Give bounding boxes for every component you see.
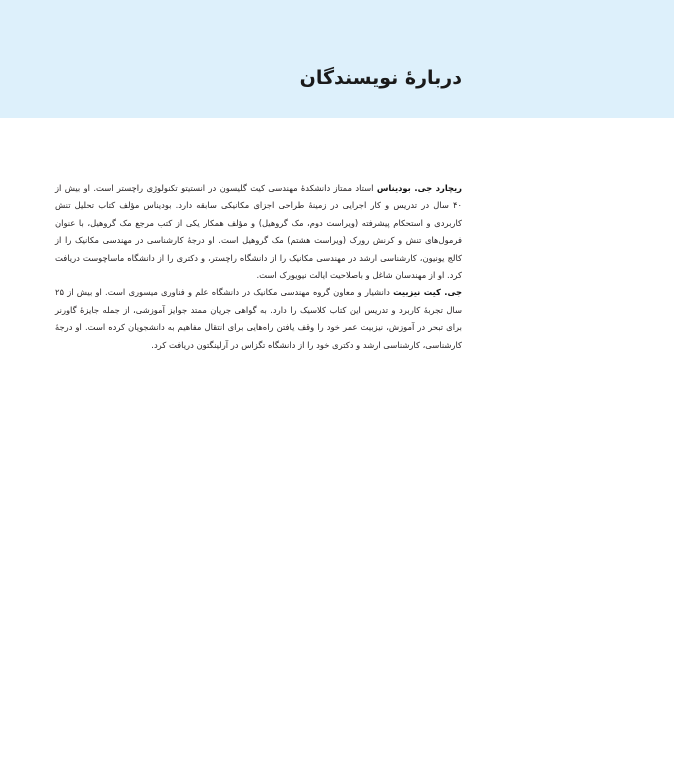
header-band xyxy=(0,0,674,118)
author-name: ریچارد جی. بودیناس xyxy=(376,183,462,193)
author-name: جی. کیت نیزبیت xyxy=(393,287,462,298)
page-title: دربارهٔ نویسندگان xyxy=(299,67,462,89)
author-bio-budynas xyxy=(55,180,462,284)
author-bio-text: استاد ممتاز دانشکدهٔ مهندسی کیت گلیسون در انستیتو تکنولوژی راچستر است. او بیش از ۴۰ سال در تدریس و کار اجرایی در زمینهٔ طراحی اجزای مکانیکی سابقه دارد. بودیناس مؤلف کتاب تحلیل تنش کاربردی و استحکام پیشرفته (ویراست دوم، مک گروهیل) و مؤلف همکار یکی از کتب مرجع مک گروهیل، با عنوان فرمول‌های تنش و کرنش رورک (ویراست هشتم) مک گروهیل است. او درجهٔ کارشناسی در مهندسی مکانیک را از کالج یونیون، کارشناسی ارشد در مهندسی مکانیک را از دانشگاه راچستر، و دکتری را از دانشگاه ماساچوست دریافت کرد. او از مهندسان شاغل و باصلاحیت ایالت نیویورک است. xyxy=(55,183,462,281)
authors-content xyxy=(55,180,462,354)
author-bio-nisbett xyxy=(55,284,462,354)
author-bio-text: دانشیار و معاون گروه مهندسی مکانیک در دانشگاه علم و فناوری میسوری است. او بیش از ۲۵ سال تجربهٔ کاربرد و تدریس این کتاب کلاسیک را دارد. به گواهی جریان ممتد جوایز آموزشی، از جمله جایزهٔ گاورنر برای تبحر در آموزش، نیزبیت عمر خود را وقف یافتن راه‌هایی برای انتقال مفاهیم به دانشجویان کرده است. او درجهٔ کارشناسی، کارشناسی ارشد و دکتری خود را از دانشگاه تگزاس در آرلینگتون دریافت کرد. xyxy=(55,287,462,350)
